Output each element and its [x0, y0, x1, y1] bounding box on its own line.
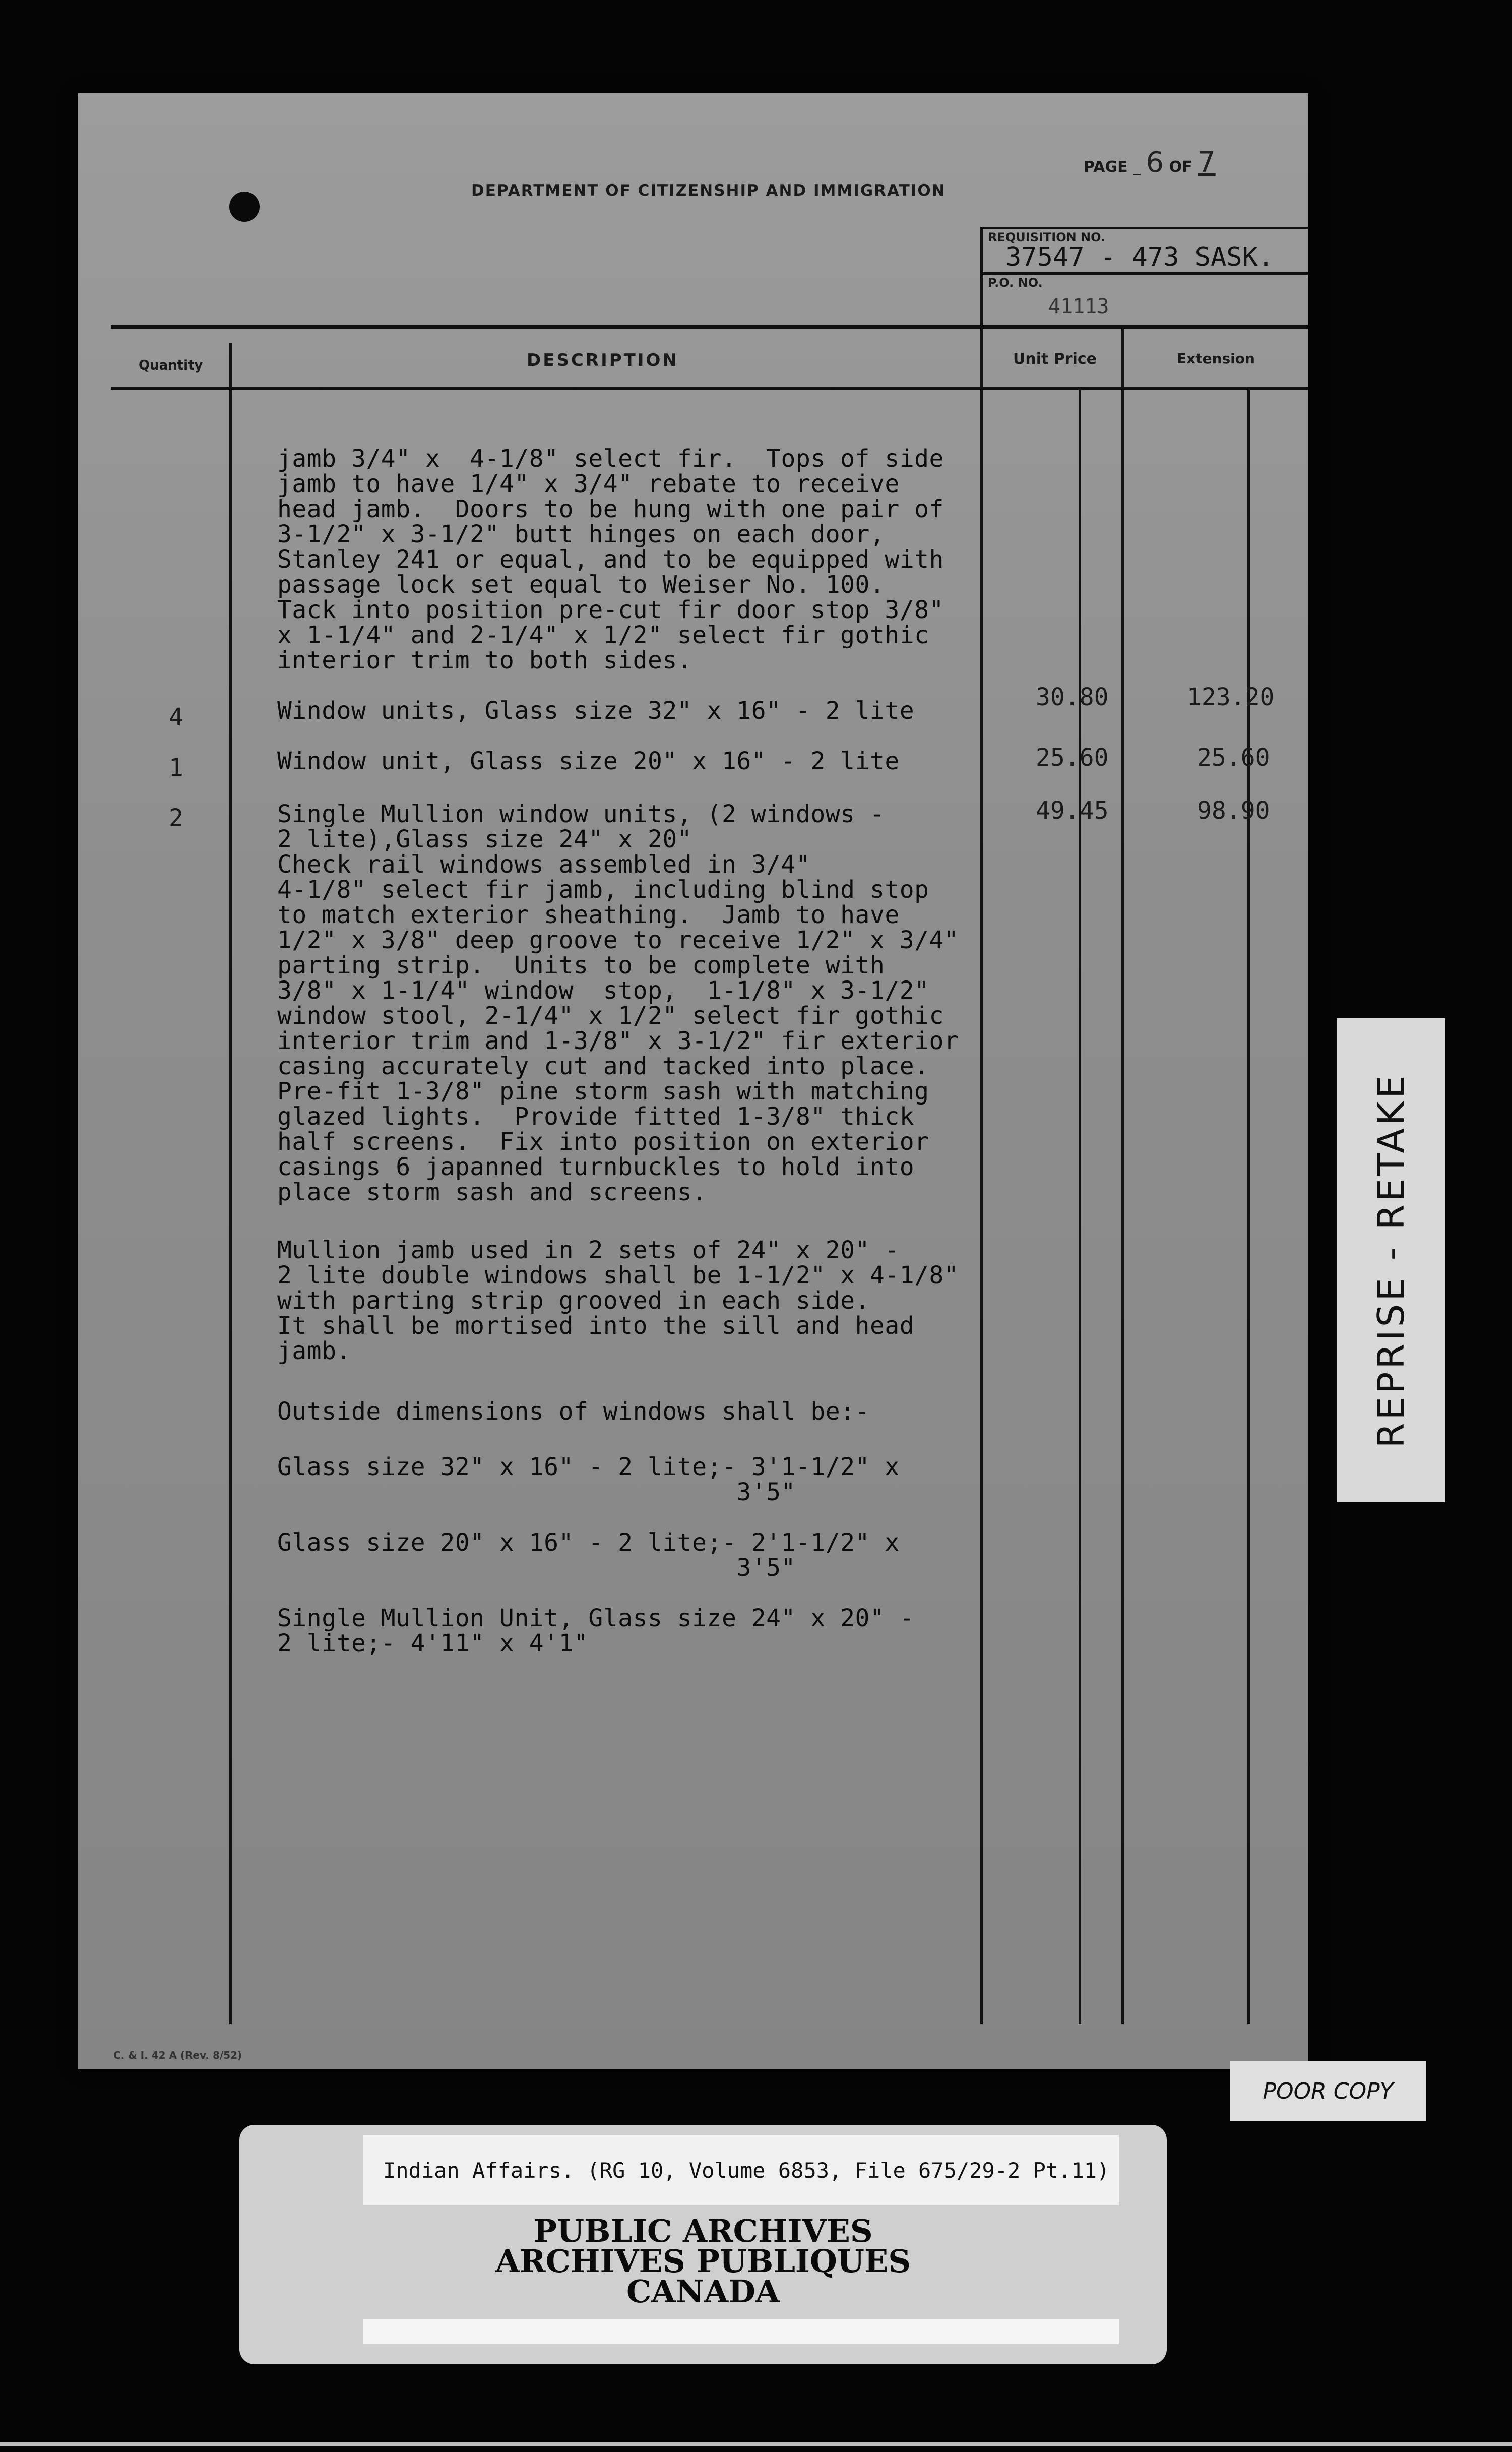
row-unit-price: 30.80: [1036, 683, 1109, 711]
col-divider-ext-cents: [1247, 387, 1250, 2024]
requisition-label: REQUISITION NO.: [988, 230, 1106, 244]
row-unit-price: 49.45: [1036, 796, 1109, 825]
col-divider-unit-cents: [1079, 387, 1081, 2024]
page-number: 6: [1146, 146, 1164, 179]
archive-title-country: CANADA: [626, 2273, 780, 2310]
note-glass-32x16: Glass size 32" x 16" - 2 lite;- 3'1-1/2" x 3'5": [277, 1453, 900, 1506]
row-quantity: 2: [169, 804, 183, 832]
col-description-header: DESCRIPTION: [527, 350, 679, 371]
requisition-value: 37547 - 473 SASK.: [1005, 242, 1274, 272]
row-unit-price: 25.60: [1036, 744, 1109, 772]
col-quantity-header: Quantity: [139, 358, 203, 373]
col-unit-price-header: Unit Price: [1013, 350, 1097, 368]
row-quantity: 4: [169, 703, 183, 731]
page-total: 7: [1198, 146, 1216, 179]
poor-copy-stamp: POOR COPY: [1230, 2061, 1426, 2121]
row-extension: 98.90: [1197, 796, 1270, 825]
punch-hole: [229, 192, 260, 222]
po-label: P.O. NO.: [988, 276, 1043, 290]
row-quantity: 1: [169, 754, 183, 782]
col-divider-description: [980, 325, 983, 2024]
page-indicator: PAGE _ 6 OF 7: [1084, 146, 1216, 179]
retake-stamp: [1337, 1018, 1445, 1502]
row-description: Window units, Glass size 32" x 16" - 2 lite: [277, 697, 915, 725]
row-description: Window unit, Glass size 20" x 16" - 2 lite: [277, 747, 900, 775]
note-mullion-jamb: Mullion jamb used in 2 sets of 24" x 20" - 2 lite double windows shall be 1-1/2" x 4-1/8" with parting strip grooved in each side. It shall be mortised into the sill and head jamb.: [277, 1236, 959, 1365]
archive-title-fr: ARCHIVES PUBLIQUES: [495, 2243, 911, 2280]
col-divider-unit-price: [1121, 325, 1124, 2024]
row-description: Single Mullion window units, (2 windows - 2 lite),Glass size 24" x 20" Check rail windows assembled in 3/4" 4-1/8" select fir jamb, including blind stop to match exterior sheathing. Jamb to have 1/2" x 3/8" deep groove to receive 1/2" x 3/4" parting strip. Units to be complete with 3/8" x 1-1/4" window stop, 1-1/8" x 3-1/2" window stool, 2-1/4" x 1/2" select fir gothic interior trim and 1-3/8" x 3-1/2" fir exterior casing accurately cut and tacked into place. Pre-fit 1-3/8" pine storm sash with matching glazed lights. Provide fitted 1-3/8" thick half screens. Fix into position on exterior casings 6 japanned turnbuckles to hold into place storm sash and screens.: [277, 800, 959, 1206]
document-sheet: [78, 93, 1308, 2069]
note-single-mullion: Single Mullion Unit, Glass size 24" x 20" - 2 lite;- 4'11" x 4'1": [277, 1604, 915, 1658]
col-divider-quantity: [229, 343, 232, 2024]
retake-stamp-text: REPRISE - RETAKE: [1369, 1072, 1412, 1448]
note-outside-dimensions: Outside dimensions of windows shall be:-: [277, 1397, 870, 1426]
row-extension: 25.60: [1197, 744, 1270, 772]
row-description-continued: jamb 3/4" x 4-1/8" select fir. Tops of side jamb to have 1/4" x 3/4" rebate to receive head jamb. Doors to be hung with one pair of 3-1/2" x 3-1/2" butt hinges on each door, Stanley 241 or equal, and to be equipped with passage lock set equal to Weiser No. 100. Tack into position pre-cut fir door stop 3/8" x 1-1/4" and 2-1/4" x 1/2" select fir gothic interior trim to both sides.: [277, 445, 944, 675]
table-top-rule: [111, 325, 1308, 329]
col-extension-header: Extension: [1177, 350, 1255, 367]
note-glass-20x16: Glass size 20" x 16" - 2 lite;- 2'1-1/2" x 3'5": [277, 1528, 900, 1582]
archive-reference: Indian Affairs. (RG 10, Volume 6853, File 675/29-2 Pt.11): [363, 2135, 1119, 2205]
po-value: 41113: [1048, 295, 1109, 318]
archive-bottom-strip: [363, 2319, 1119, 2344]
row-extension: 123.20: [1187, 683, 1275, 711]
archive-title-en: PUBLIC ARCHIVES: [533, 2213, 873, 2249]
page-label: PAGE: [1084, 158, 1128, 176]
form-code: C. & I. 42 A (Rev. 8/52): [113, 2049, 242, 2061]
film-edge: [0, 2442, 1512, 2446]
table-header-rule: [111, 387, 1308, 390]
page-of-label: OF: [1169, 158, 1192, 176]
department-title: DEPARTMENT OF CITIZENSHIP AND IMMIGRATION: [471, 181, 946, 200]
